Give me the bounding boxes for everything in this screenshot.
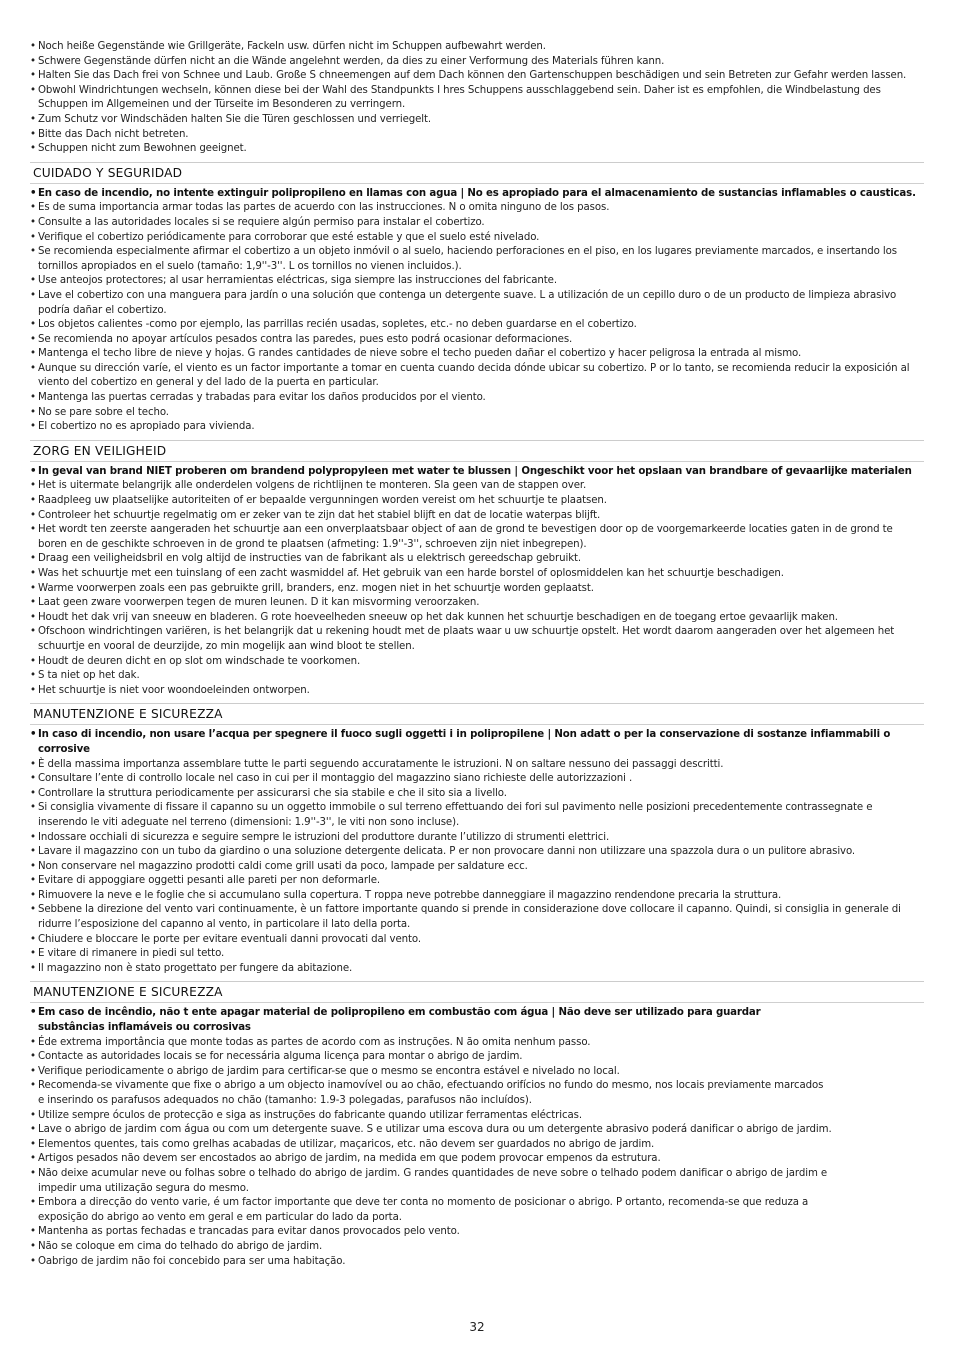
bullet-list [30,1006,924,1269]
list-item: • Se recomienda no apoyar artículos pesados contra las paredes, pues esto podrá ocasionar deformaciones. [30,333,924,348]
list-item: • Ofschoon windrichtingen variëren, is het belangrijk dat u rekening houdt met de plaats waar u uw schuurtje opstelt. Het wordt daarom aangeraden over het algemeen het schuurtje en vooral de deurzijde, zo min mogelijk aan wind bloot te stellen. [30,625,924,654]
list-item: • Sebbene la direzione del vento vari continuamente, è un fattore importante quando si prende in considerazione dove collocare il capanno. Quindi, si consiglia in generale di ridurre l’esposizione del capanno al vento, in particolare il lato della porta. [30,903,924,932]
list-item: • E vitare di rimanere in piedi sul tetto. [30,947,924,962]
list-item: • Embora a direcção do vento varie, é um factor importante que deve ter conta no momento de posicionar o abrigo. P ortanto, recomenda-se que reduza a exposição do abrigo ao vento em geral e em particular do lado da porta. [30,1196,828,1225]
list-item: • Consultare l’ente di controllo locale nel caso in cui per il montaggio del magazzino siano richieste delle autorizzazioni . [30,772,924,787]
list-item: • Elementos quentes, tais como grelhas acabadas de utilizar, maçaricos, etc. não devem ser guardados no abrigo de jardim. [30,1138,924,1153]
sections-container [30,40,924,1269]
list-item: • Si consiglia vivamente di fissare il capanno su un oggetto immobile o sul terreno effettuando dei fori sul pavimento nelle posizioni precedentemente contrassegnate e inserendo le viti adeguate nel terreno (dimensioni: 1.9''-3'', le viti non sono incluse). [30,801,924,830]
list-item: • Halten Sie das Dach frei von Schnee und Laub. Große S chneemengen auf dem Dach können den Gartenschuppen beschädigen und sein Betreten zur Gefahr werden lassen. [30,69,924,84]
list-item: • Es de suma importancia armar todas las partes de acuerdo con las instrucciones. N o omita ninguno de los pasos. [30,201,924,216]
list-item: • Los objetos calientes -como por ejemplo, las parrillas recién usadas, sopletes, etc.- no deben guardarse en el cobertizo. [30,318,924,333]
list-item: • Mantenha as portas fechadas e trancadas para evitar danos provocados pelo vento. [30,1225,924,1240]
list-item: • S ta niet op het dak. [30,669,924,684]
list-item: • Mantenga las puertas cerradas y trabadas para evitar los daños producidos por el viento. [30,391,924,406]
list-item: • Contacte as autoridades locais se for necessária alguma licença para montar o abrigo de jardim. [30,1050,924,1065]
bullet-list [30,728,924,976]
list-item: • Het is uitermate belangrijk alle onderdelen volgens de richtlijnen te monteren. Sla geen van de stappen over. [30,479,924,494]
list-item: • Bitte das Dach nicht betreten. [30,128,924,143]
list-item: • Was het schuurtje met een tuinslang of een zacht wasmiddel af. Het gebruik van een harde borstel of oplosmiddelen kan het schuurtje beschadigen. [30,567,924,582]
section-4 [30,981,924,1269]
list-item: • Artigos pesados não devem ser encostados ao abrigo de jardim, na medida em que podem provocar empenos da estrutura. [30,1152,924,1167]
list-item: • Draag een veiligheidsbril en volg altijd de instructies van de fabrikant als u elektrisch gereedschap gebruikt. [30,552,924,567]
list-item: • Het schuurtje is niet voor woondoeleinden ontworpen. [30,684,924,699]
list-item: • Obwohl Windrichtungen wechseln, können diese bei der Wahl des Standpunkts I hres Schuppens ausschlaggebend sein. Daher ist es empfohlen, die Windbelastung des Schuppen im Allgemeinen und der Türseite im Besonderen zu verringern. [30,84,924,113]
list-item: • Indossare occhiali di sicurezza e seguire sempre le istruzioni del produttore durante l’utilizzo di strumenti elettrici. [30,831,924,846]
list-item: • Lave el cobertizo con una manguera para jardín o una solución que contenga un detergente suave. L a utilización de un cepillo duro o de un producto de limpieza abrasivo podría dañar el cobertizo. [30,289,924,318]
section-3 [30,703,924,976]
list-item: • En caso de incendio, no intente extinguir polipropileno en llamas con agua | No es apropiado para el almacenamiento de sustancias inflamables o causticas. [30,187,924,202]
list-item: • Raadpleeg uw plaatselijke autoriteiten of er bepaalde vergunningen worden vereist om het schuurtje te plaatsen. [30,494,924,509]
list-item: • È della massima importanza assemblare tutte le parti seguendo accuratamente le istruzioni. N on saltare nessuno dei passaggi descritti. [30,758,924,773]
list-item: • Mantenga el techo libre de nieve y hojas. G randes cantidades de nieve sobre el techo pueden dañar el cobertizo y hacer peligrosa la entrada al mismo. [30,347,924,362]
list-item: • Warme voorwerpen zoals een pas gebruikte grill, branders, enz. mogen niet in het schuurtje worden geplaatst. [30,582,924,597]
section-title: MANUTENZIONE E SICUREZZA [30,981,924,1001]
list-item: • Utilize sempre óculos de protecção e siga as instruções do fabricante quando utilizar ferramentas eléctricas. [30,1109,924,1124]
list-item: • Recomenda-se vivamente que fixe o abrigo a um objecto inamovível ou ao chão, efectuando orifícios no fundo do mesmo, nos locais previamente marcados e inserindo os parafusos adequados no chão (tamanho: 1.9-3 polegadas, parafusos não incluídos). [30,1079,828,1108]
list-item: • Aunque su dirección varíe, el viento es un factor importante a tomar en cuenta cuando decida dónde ubicar su cobertizo. P or lo tanto, se recomienda reducir la exposición al viento del cobertizo en general y del lado de la puerta en particular. [30,362,924,391]
list-item: • Houdt de deuren dicht en op slot om windschade te voorkomen. [30,655,924,670]
bullet-list [30,187,924,435]
list-item: • Non conservare nel magazzino prodotti caldi come grill usati da poco, lampade per saldature ecc. [30,860,924,875]
list-item: • Não se coloque em cima do telhado do abrigo de jardim. [30,1240,924,1255]
list-item: • Controleer het schuurtje regelmatig om er zeker van te zijn dat het stabiel blijft en dat de locatie waterpas blijft. [30,509,924,524]
section-2 [30,440,924,699]
section-divider [30,461,924,462]
section-title: ZORG EN VEILIGHEID [30,440,924,460]
list-item: • Lavare il magazzino con un tubo da giardino o una soluzione detergente delicata. P er non provocare danni non utilizzare una spazzola dura o un pulitore abrasivo. [30,845,924,860]
list-item: • Chiudere e bloccare le porte per evitare eventuali danni provocati dal vento. [30,933,924,948]
section-title: CUIDADO Y SEGURIDAD [30,162,924,182]
section-1 [30,162,924,435]
list-item: • Use anteojos protectores; al usar herramientas eléctricas, siga siempre las instrucciones del fabricante. [30,274,924,289]
list-item: • Schuppen nicht zum Bewohnen geeignet. [30,142,924,157]
bullet-list [30,40,924,157]
list-item: • In geval van brand NIET proberen om brandend polypropyleen met water te blussen | Ongeschikt voor het opslaan van brandbare of gevaarlijke materialen [30,465,924,480]
list-item: • Schwere Gegenstände dürfen nicht an die Wände angelehnt werden, da dies zu einer Verformung des Materials führen kann. [30,55,924,70]
list-item: • Em caso de incêndio, não t ente apagar material de polipropileno em combustão com água | Não deve ser utilizado para guardar substâncias inflamáveis ou corrosivas [30,1006,828,1035]
bullet-list [30,465,924,699]
section-divider [30,183,924,184]
list-item: • Il magazzino non è stato progettato per fungere da abitazione. [30,962,924,977]
list-item: • In caso di incendio, non usare l’acqua per spegnere il fuoco sugli oggetti i in polipropilene | Non adatt o per la conservazione di sostanze infiammabili o corrosive [30,728,924,757]
list-item: • Oabrigo de jardim não foi concebido para ser uma habitação. [30,1255,924,1270]
section-divider [30,724,924,725]
list-item: • Verifique el cobertizo periódicamente para corroborar que esté estable y que el suelo esté nivelado. [30,231,924,246]
list-item: • Verifique periodicamente o abrigo de jardim para certificar-se que o mesmo se encontra estável e nivelado no local. [30,1065,924,1080]
list-item: • Het wordt ten zeerste aangeraden het schuurtje aan een onverplaatsbaar object of aan de grond te bevestigen door op de voorgemarkeerde locaties gaten in de grond te boren en de geschikte schroeven in de grond te plaatsen (afmeting: 1.9''-3'', schroeven zijn niet inbegrepen). [30,523,924,552]
list-item: • No se pare sobre el techo. [30,406,924,421]
page-number: 32 [469,1320,485,1334]
list-item: • Éde extrema importância que monte todas as partes de acordo com as instruções. N ão omita nenhum passo. [30,1036,924,1051]
list-item: • Rimuovere la neve e le foglie che si accumulano sulla copertura. T roppa neve potrebbe danneggiare il magazzino rendendone precaria la struttura. [30,889,924,904]
section-0 [30,40,924,157]
section-divider [30,1002,924,1003]
list-item: • Não deixe acumular neve ou folhas sobre o telhado do abrigo de jardim. G randes quantidades de neve sobre o telhado podem danificar o abrigo de jardim e impedir uma utilização segura do mesmo. [30,1167,828,1196]
document-page [30,40,924,1269]
list-item: • Evitare di appoggiare oggetti pesanti alle pareti per non deformarle. [30,874,924,889]
section-title: MANUTENZIONE E SICUREZZA [30,703,924,723]
list-item: • Laat geen zware voorwerpen tegen de muren leunen. D it kan misvorming veroorzaken. [30,596,924,611]
list-item: • Noch heiße Gegenstände wie Grillgeräte, Fackeln usw. dürfen nicht im Schuppen aufbewahrt werden. [30,40,924,55]
list-item: • Zum Schutz vor Windschäden halten Sie die Türen geschlossen und verriegelt. [30,113,924,128]
list-item: • Lave o abrigo de jardim com água ou com um detergente suave. S e utilizar uma escova dura ou um detergente abrasivo poderá danificar o abrigo de jardim. [30,1123,924,1138]
list-item: • Se recomienda especialmente afirmar el cobertizo a un objeto inmóvil o al suelo, haciendo perforaciones en el piso, en los lugares previamente marcados, e insertando los tornillos apropiados en el suelo (tamaño: 1,9''-3''. L os tornillos no vienen incluidos.). [30,245,924,274]
list-item: • El cobertizo no es apropiado para vivienda. [30,420,924,435]
list-item: • Controllare la struttura periodicamente per assicurarsi che sia stabile e che il sito sia a livello. [30,787,924,802]
list-item: • Consulte a las autoridades locales si se requiere algún permiso para instalar el cobertizo. [30,216,924,231]
list-item: • Houdt het dak vrij van sneeuw en bladeren. G rote hoeveelheden sneeuw op het dak kunnen het schuurtje beschadigen en de toegang ertoe gevaarlijk maken. [30,611,924,626]
